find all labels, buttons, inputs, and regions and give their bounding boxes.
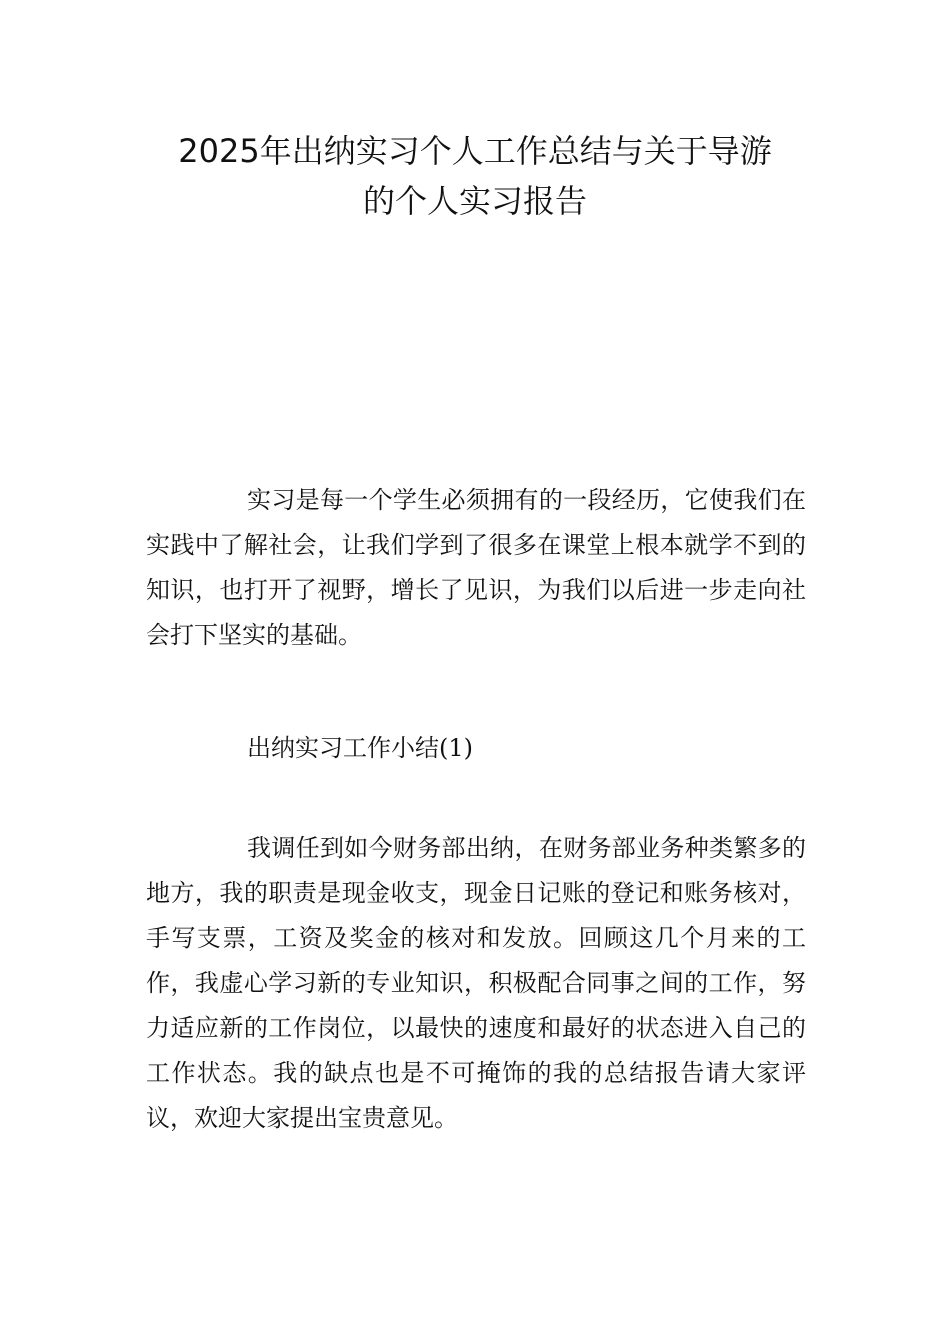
intro-paragraph: 实习是每一个学生必须拥有的一段经历，它使我们在实践中了解社会，让我们学到了很多在课堂上根本就学不到的知识，也打开了视野，增长了见识，为我们以后进一步走向社会打下坚实的基础。 — [146, 486, 806, 649]
document-title — [100, 126, 850, 226]
section-paragraph: 我调任到如今财务部出纳，在财务部业务种类繁多的地方，我的职责是现金收支，现金日记账的登记和账务核对，手写支票，工资及奖金的核对和发放。回顾这几个月来的工作，我虚心学习新的专业知识，积极配合同事之间的工作，努力适应新的工作岗位，以最快的速度和最好的状态进入自己的工作状态。我的缺点也是不可掩饰的我的总结报告请大家评议，欢迎大家提出宝贵意见。 — [146, 834, 806, 1132]
document-title-line-2: 的个人实习报告 — [362, 182, 587, 220]
document-title-line-1: 2025年出纳实习个人工作总结与关于导游 — [178, 132, 772, 170]
section-heading: 出纳实习工作小结(1) — [247, 734, 473, 762]
